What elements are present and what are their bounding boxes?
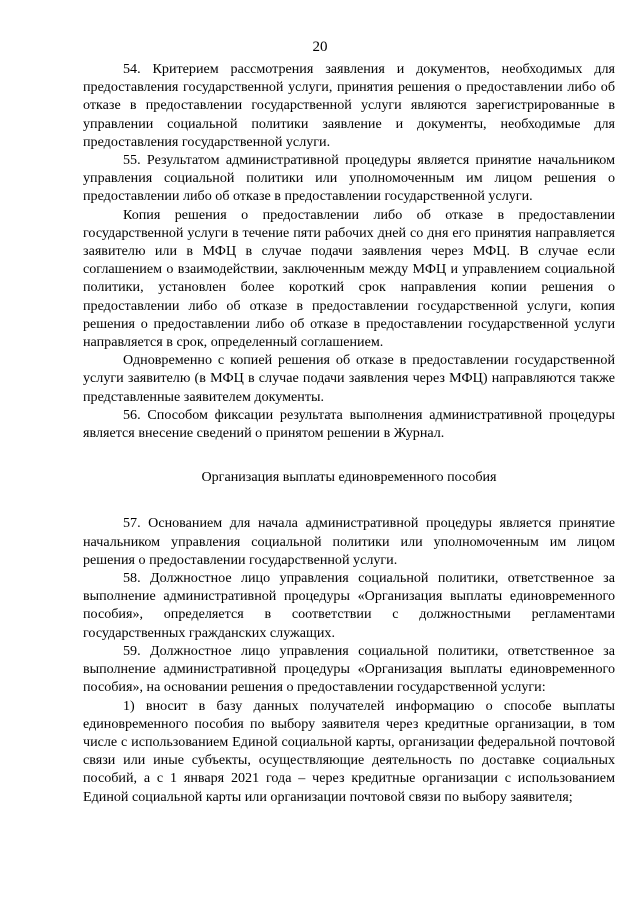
paragraph-55: 55. Результатом административной процедуры является принятие начальником управления социальной политики или уполномоченным им лицом решения о предоставлении либо об отказе в предоставлении государственной услуги. (83, 152, 615, 205)
paragraph-copy-decision: Копия решения о предоставлении либо об отказе в предоставлении государственной услуги в течение пяти рабочих дней со дня его принятия направляется заявителю или в МФЦ в случае подачи заявления через МФЦ. В случае если соглашением о взаимодействии, заключенным между МФЦ и управлением социальной политики, установлен более короткий срок направления копии решения о предоставлении либо об отказе в предоставлении государственной услуги, копия решения о предоставлении либо об отказе в предоставлении государственной услуги направляется в срок, определенный соглашением. (83, 206, 615, 351)
page-number: 20 (312, 39, 328, 55)
paragraph-54: 54. Критерием рассмотрения заявления и документов, необходимых для предоставления государственной услуги, принятия решения о предоставлении либо об отказе в предоставлении государственной услуги являются зарегистрированные в управлении социальной политики заявление и документы, необходимые для предоставления государственной услуги. (83, 61, 615, 150)
paragraph-59-item-1: 1) вносит в базу данных получателей информацию о способе выплаты единовременного пособия по выбору заявителя через кредитные организации, в том числе с использованием Единой социальной карты, организации федеральной почтовой связи или иные субъекты, осуществляющие деятельность по доставке социальных пособий, а с 1 января 2021 года – через кредитные организации с использованием Единой социальной карты или организации почтовой связи по выбору заявителя; (83, 697, 615, 805)
paragraph-57: 57. Основанием для начала административной процедуры является принятие начальником управления социальной политики или уполномоченным им лицом решения о предоставлении государственной услуги. (83, 515, 615, 568)
document-body (83, 60, 615, 806)
section-heading: Организация выплаты единовременного пособия (201, 469, 497, 486)
paragraph-58: 58. Должностное лицо управления социальной политики, ответственное за выполнение административной процедуры «Организация выплаты единовременного пособия», определяется в соответствии с должностными регламентами государственных гражданских служащих. (83, 570, 615, 641)
paragraph-56: 56. Способом фиксации результата выполнения административной процедуры является внесение сведений о принятом решении в Журнал. (83, 406, 615, 442)
paragraph-59: 59. Должностное лицо управления социальной политики, ответственное за выполнение административной процедуры «Организация выплаты единовременного пособия», на основании решения о предоставлении государственной услуги: (83, 642, 615, 696)
paragraph-return-documents: Одновременно с копией решения об отказе в предоставлении государственной услуги заявителю (в МФЦ в случае подачи заявления через МФЦ) направляются также представленные заявителем документы. (83, 352, 615, 405)
